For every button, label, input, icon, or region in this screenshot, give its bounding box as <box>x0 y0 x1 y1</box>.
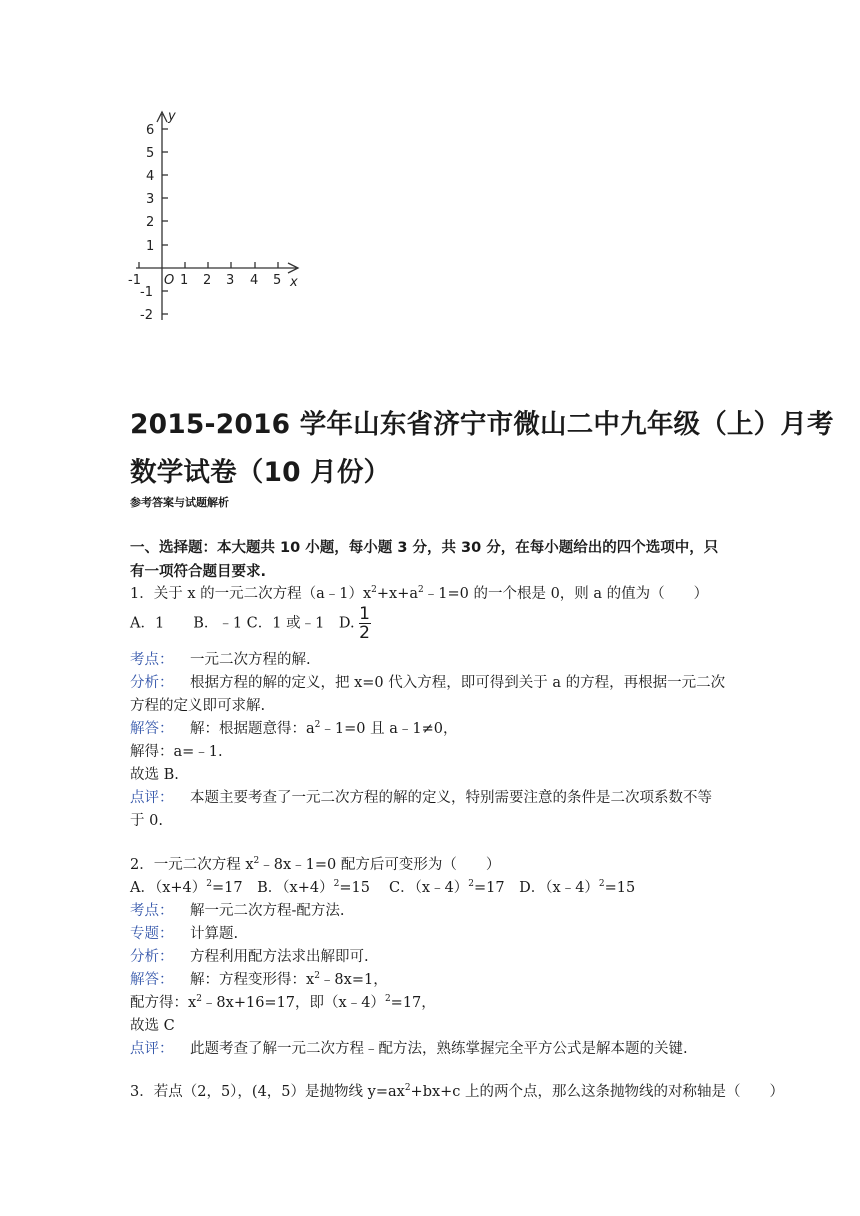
y-tick-label: -1 <box>140 285 153 300</box>
question-2-options: A．$(x+4)^2=17$ B．$(x+4)^2=15$ C．（x﹣4）$^2$=17 D．（x﹣4）$^2$=15 <box>130 879 636 896</box>
kaodian-label: 考点： <box>130 903 174 919</box>
x-tick-label: 3 <box>226 273 235 288</box>
x-tick-label: 1 <box>180 273 189 288</box>
fraction-one-half: $\frac{1}{2}$ <box>359 604 370 643</box>
y-tick-label: 4 <box>146 169 155 184</box>
dianping-label: 点评： <box>130 790 174 806</box>
x-tick-label: -1 <box>128 273 141 288</box>
x-tick-label: 5 <box>273 273 282 288</box>
question-3-stem: 3．若点（2，5），(4，5）是抛物线 $y=ax^2+bx+c$ 上的两个点，那么这条抛物线的对称轴是（ ） <box>130 1083 785 1100</box>
y-tick-label: 2 <box>146 215 155 230</box>
x-tick-label: 4 <box>250 273 259 288</box>
coordinate-axes-figure <box>118 100 318 334</box>
question-2-stem: 2．一元二次方程 $x^2﹣8x﹣1=0$ 配方后可变形为（ ） <box>130 856 501 873</box>
question-2-kaodian: 考点： 解一元二次方程-配方法. <box>130 899 345 920</box>
y-axis-label: y <box>168 109 176 124</box>
page-title-line-1: 2015-2016 学年山东省济宁市微山二中九年级（上）月考 <box>130 409 834 440</box>
question-2-answer: 故选 C <box>130 1018 175 1034</box>
question-2-fenxi: 分析： 方程利用配方法求出解即可. <box>130 945 369 966</box>
question-2-peifang: 配方得：$x^2﹣8x+16=17$，即（x﹣4）$^2$=17， <box>130 994 436 1011</box>
page-subtitle: 参考答案与试题解析 <box>130 496 229 509</box>
question-1-answer: 故选 B. <box>130 767 179 783</box>
question-2-dianping: 点评： 此题考查了解一元二次方程﹣配方法，熟练掌握完全平方公式是解本题的关键. <box>130 1037 688 1058</box>
question-1-jieda: 解答： 解：根据题意得：$a^2﹣1=0$ 且 a﹣1≠0， <box>130 717 457 738</box>
question-1-options: A．1 B．﹣1 C．1 或﹣1 D. $\frac{1}{2}$ <box>130 604 370 643</box>
origin-label: O <box>164 273 175 288</box>
fenxi-label: 分析： <box>130 949 174 965</box>
kaodian-label: 考点： <box>130 652 174 668</box>
zhuanti-label: 专题： <box>130 926 174 942</box>
y-tick-label: 6 <box>146 123 155 138</box>
section-heading-line-2: 有一项符合题目要求. <box>130 564 267 580</box>
question-1-dianping-cont: 于 0. <box>130 813 163 829</box>
question-1-kaodian: 考点： 一元二次方程的解. <box>130 648 311 669</box>
question-1-fenxi-cont: 方程的定义即可求解. <box>130 698 266 714</box>
x-axis-label: x <box>290 275 298 290</box>
question-1-dianping: 点评： 本题主要考查了一元二次方程的解的定义，特别需要注意的条件是二次项系数不等 <box>130 786 712 807</box>
y-tick-label: 5 <box>146 146 155 161</box>
section-heading-line-1: 一、选择题：本大题共 10 小题，每小题 3 分，共 30 分，在每小题给出的四个选项中，只 <box>130 540 719 556</box>
question-2-zhuanti: 专题： 计算题. <box>130 922 238 943</box>
fenxi-label: 分析： <box>130 675 174 691</box>
page-title-line-2: 数学试卷（10 月份） <box>130 457 391 488</box>
question-1-fenxi: 分析： 根据方程的解的定义，把 x=0 代入方程，即可得到关于 a 的方程，再根据一元二次 <box>130 671 725 692</box>
jieda-label: 解答： <box>130 721 174 737</box>
y-tick-label: 3 <box>146 192 155 207</box>
question-1-solution: 解得：a=﹣1. <box>130 744 223 760</box>
axes-svg <box>118 100 318 330</box>
jieda-label: 解答： <box>130 972 174 988</box>
x-tick-label: 2 <box>203 273 212 288</box>
question-1-stem: 1．关于 x 的一元二次方程$(a﹣1)x^2+x+a^2﹣1=0$ 的一个根是 0，则 a 的值为（ ） <box>130 585 709 602</box>
y-tick-label: 1 <box>146 239 155 254</box>
dianping-label: 点评： <box>130 1041 174 1057</box>
y-tick-label: -2 <box>140 308 153 323</box>
question-2-jieda: 解答： 解：方程变形得：$x^2﹣8x=1$， <box>130 968 388 989</box>
